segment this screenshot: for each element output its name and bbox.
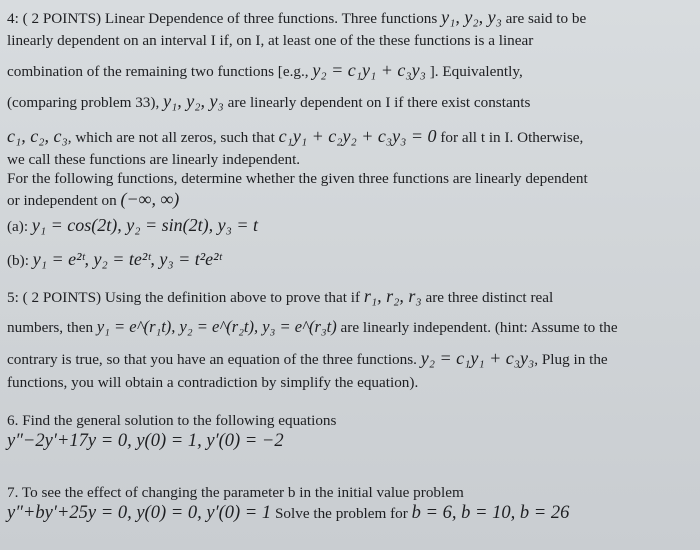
problem-4-line-8 xyxy=(7,190,179,210)
text: 5: ( 2 POINTS) Using the definition above to prove that if xyxy=(7,289,364,306)
text: (comparing problem 33), xyxy=(7,94,164,111)
problem-4-line-3 xyxy=(7,61,523,81)
text: 7. To see the effect of changing the parameter b in the initial value problem xyxy=(7,484,464,501)
text: , which are not all zeros, such that xyxy=(67,129,279,146)
text: Solve the problem for xyxy=(271,505,412,522)
text: (a): xyxy=(7,218,32,235)
math: y″+by′+25y = 0, y(0) = 0, y′(0) = 1 xyxy=(7,503,272,523)
math: (−∞, ∞) xyxy=(120,189,180,209)
text: functions, you will obtain a contradiction by simplify the equation). xyxy=(7,374,419,391)
math: y₁ = e^(r₁t), y₂ = e^(r₂t), y₃ = e^(r₃t) xyxy=(96,317,337,336)
math: y″−2y′+17y = 0, y(0) = 1, y′(0) = −2 xyxy=(7,431,284,451)
math: y₁, y₂, y₃ xyxy=(441,7,502,27)
problem-5-line-4 xyxy=(7,374,418,392)
math: y₁ = cos(2t), y₂ = sin(2t), y₃ = t xyxy=(31,215,259,235)
text: are said to be xyxy=(501,10,587,27)
problem-6-equation xyxy=(7,432,284,451)
text: , Plug in the xyxy=(534,351,608,368)
problem-4-line-4 xyxy=(7,92,530,112)
text: numbers, then xyxy=(7,319,97,336)
text: ]. Equivalently, xyxy=(425,63,523,80)
text: for all t in I. Otherwise, xyxy=(436,129,584,146)
problem-5-line-1 xyxy=(7,287,553,307)
problem-7-line-2 xyxy=(7,504,569,523)
problem-5-line-3 xyxy=(7,349,608,369)
text: or independent on xyxy=(7,192,121,209)
text: contrary is true, so that you have an equation of the three functions. xyxy=(7,351,421,368)
problem-4-line-2 xyxy=(7,32,533,50)
text: (b): xyxy=(7,252,33,269)
problem-4-line-5 xyxy=(7,127,583,147)
problem-4a xyxy=(7,216,258,236)
problem-7-line-1 xyxy=(7,484,464,502)
text: linearly dependent on an interval I if, on I, at least one of the these functions is a linear xyxy=(7,32,534,49)
math: y₂ = c₁y₁ + c₃y₃ xyxy=(312,60,426,80)
problem-4-line-7 xyxy=(7,170,588,188)
text: 4: ( 2 POINTS) Linear Dependence of three functions. Three functions xyxy=(7,10,442,27)
problem-6-line-1 xyxy=(7,412,336,430)
math: y₁ = e²ᵗ, y₂ = te²ᵗ, y₃ = t²e²ᵗ xyxy=(32,249,222,269)
text: are linearly dependent on I if there exist constants xyxy=(223,94,531,111)
math: y₁, y₂, y₃ xyxy=(163,91,224,111)
math: c₁, c₂, c₃ xyxy=(7,126,68,146)
text: are linearly independent. (hint: Assume to the xyxy=(336,319,618,336)
problem-4b xyxy=(7,250,222,270)
problem-4-line-1 xyxy=(7,8,586,28)
problem-5-line-2 xyxy=(7,318,618,337)
text: we call these functions are linearly independent. xyxy=(7,151,301,168)
math: c₁y₁ + c₂y₂ + c₃y₃ = 0 xyxy=(278,126,437,146)
math: r₁, r₂, r₃ xyxy=(363,286,422,306)
text: 6. Find the general solution to the following equations xyxy=(7,412,337,429)
math: b = 6, b = 10, b = 26 xyxy=(411,503,570,523)
math: y₂ = c₁y₁ + c₃y₃ xyxy=(420,348,535,368)
text: are three distinct real xyxy=(421,289,554,306)
problem-4-line-6 xyxy=(7,151,300,169)
text: combination of the remaining two functions [e.g., xyxy=(7,63,313,80)
text: For the following functions, determine whether the given three functions are linearly dependent xyxy=(7,170,588,187)
